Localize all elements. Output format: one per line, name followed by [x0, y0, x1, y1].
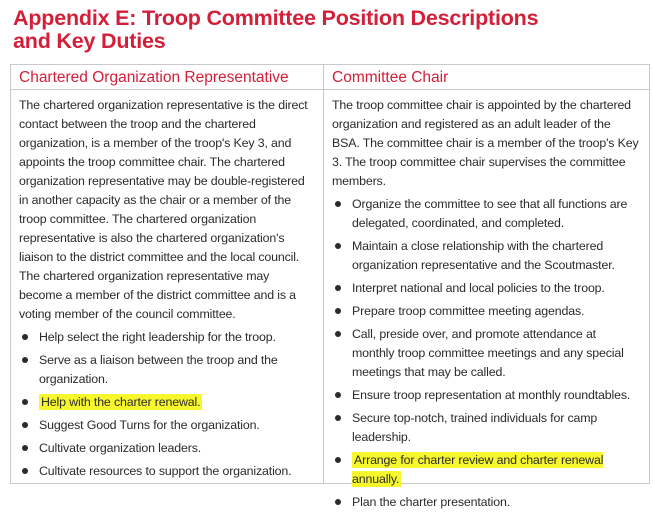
list-item: Prepare troop committee meeting agendas.: [332, 302, 641, 321]
committee-chair-panel: [324, 64, 650, 509]
bullet-icon: [22, 422, 28, 428]
chartered-org-rep-panel: [10, 64, 324, 484]
title-line-2: and Key Duties: [13, 29, 166, 53]
list-item: Maintain a close relationship with the chartered organization representative and the Scoutmaster.: [332, 237, 641, 275]
panel-heading: Chartered Organization Representative: [11, 65, 323, 90]
bullet-icon: [22, 399, 28, 405]
bullet-icon: [22, 468, 28, 474]
highlighted-text: Arrange for charter review and charter renewal annually.: [352, 453, 604, 486]
list-item: Serve as a liaison between the troop and the organization.: [19, 351, 315, 389]
panel-paragraph: The chartered organization representative is the direct contact between the troop and the chartered organization, is a member of the troop's Key 3, and appoints the troop committee chair. The chartered organization representative may be double-registered in another capacity as the chair or a member of the troop committee. The chartered organization representative is also the chartered organization's liaison to the district committee and the local council. The chartered organization representative may become a member of the district committee and is a voting member of the council committee.: [19, 98, 308, 321]
bullet-icon: [335, 457, 341, 463]
list-item: Interpret national and local policies to the troop.: [332, 279, 641, 298]
panel-paragraph: The troop committee chair is appointed by the chartered organization and registered as an adult leader of the BSA. The committee chair is a member of the troop's Key 3. The troop committee chair supervises the committee members.: [332, 98, 639, 188]
list-item: [332, 451, 641, 489]
list-item: Suggest Good Turns for the organization.: [19, 416, 315, 435]
list-item: Call, preside over, and promote attendance at monthly troop committee meetings and any special meetings that may be called.: [332, 325, 641, 382]
bullet-icon: [22, 334, 28, 340]
bullet-icon: [22, 357, 28, 363]
panel-heading: Committee Chair: [324, 65, 649, 90]
bullet-icon: [335, 201, 341, 207]
list-item: Cultivate organization leaders.: [19, 439, 315, 458]
bullet-icon: [335, 415, 341, 421]
list-item: Cultivate resources to support the organization.: [19, 462, 315, 481]
highlighted-text: Help with the charter renewal.: [41, 395, 201, 409]
duties-list: [19, 328, 315, 481]
bullet-icon: [335, 308, 341, 314]
bullet-icon: [335, 331, 341, 337]
bullet-icon: [335, 392, 341, 398]
bullet-icon: [335, 243, 341, 249]
list-item: Ensure troop representation at monthly roundtables.: [332, 386, 641, 405]
bullet-icon: [22, 445, 28, 451]
list-item: [19, 393, 315, 412]
duties-list: [332, 195, 641, 512]
list-item: Secure top-notch, trained individuals for camp leadership.: [332, 409, 641, 447]
panel-body: [11, 90, 323, 481]
title-line-1: Appendix E: Troop Committee Position Descriptions: [13, 6, 539, 30]
page-title: [13, 7, 643, 53]
list-item: Plan the charter presentation.: [332, 493, 641, 512]
list-item: Help select the right leadership for the troop.: [19, 328, 315, 347]
panel-body: [324, 90, 649, 512]
list-item: Organize the committee to see that all functions are delegated, coordinated, and completed.: [332, 195, 641, 233]
bullet-icon: [335, 499, 341, 505]
bullet-icon: [335, 285, 341, 291]
